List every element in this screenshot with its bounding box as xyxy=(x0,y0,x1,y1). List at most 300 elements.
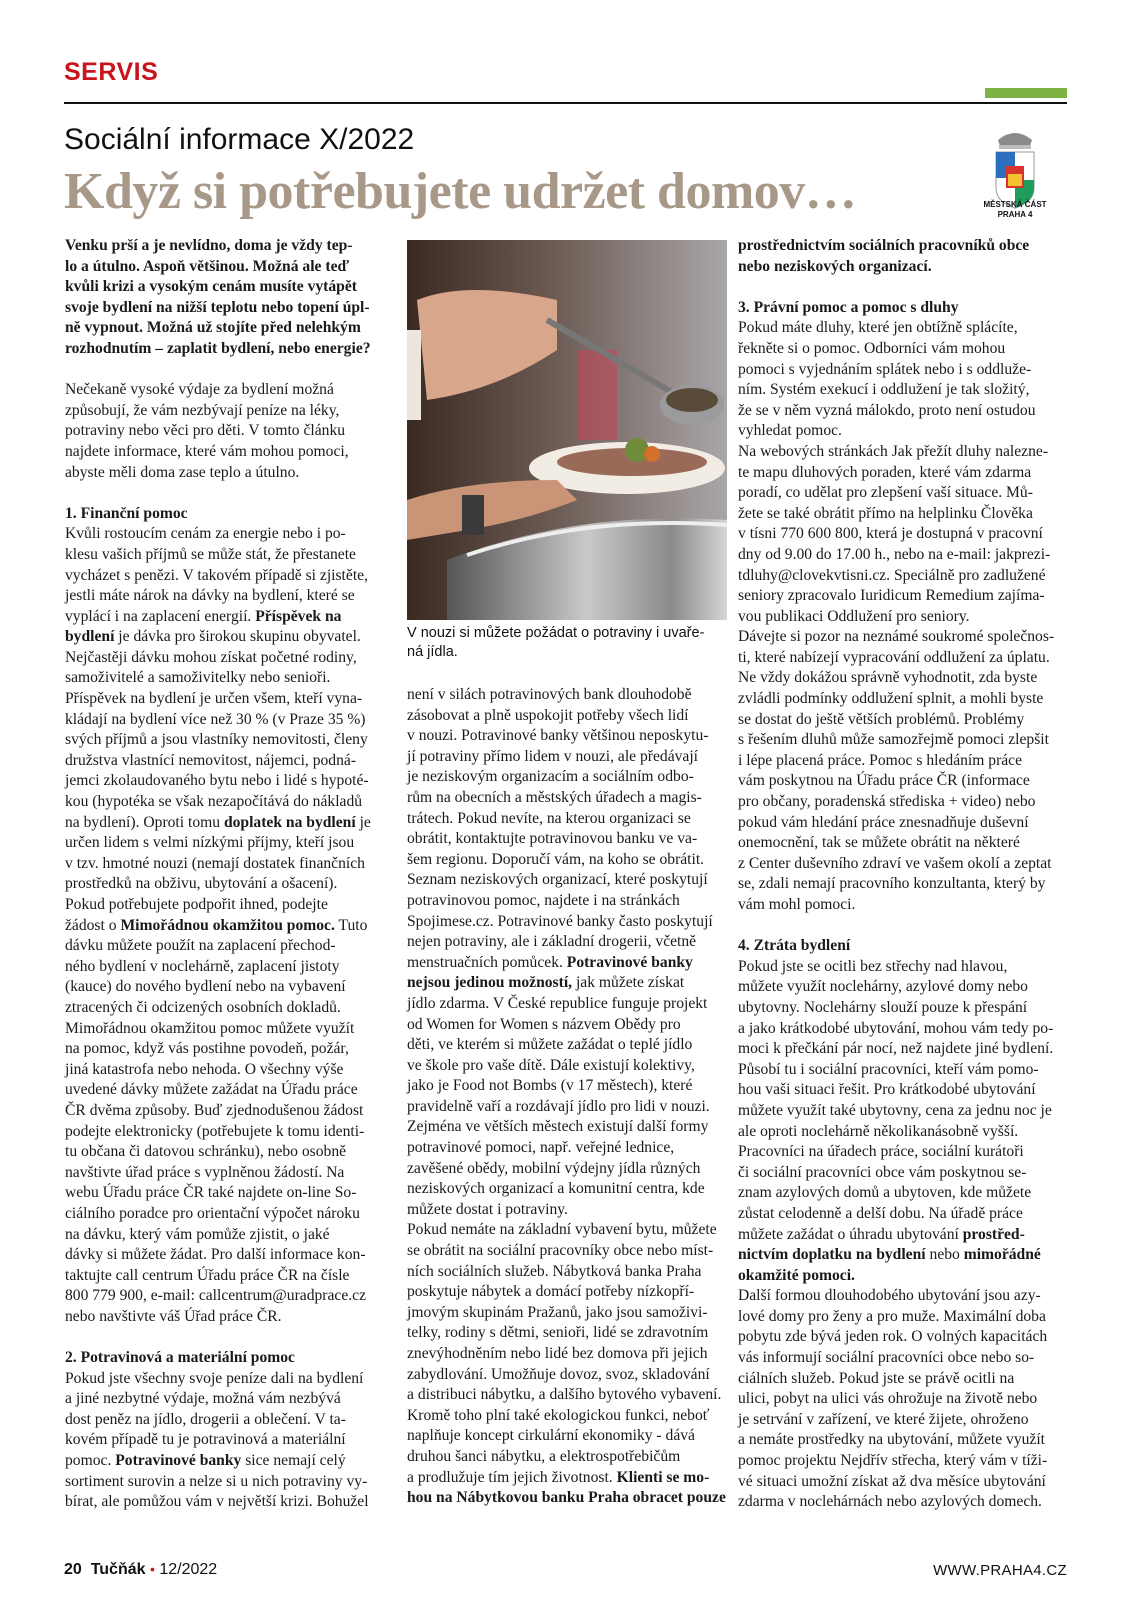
text-run: jemci zkolaudovaného bytu nebo i lidé s hypoté- xyxy=(65,772,369,790)
text-line: najdete informace, které vám mohou pomoci, xyxy=(65,442,349,460)
text-run: s řešením dluhů může samozřejmě pomoci zlepšit xyxy=(738,731,1049,749)
text-line: lo a útulno. Aspoň většinou. Možná ale teď xyxy=(65,257,349,275)
text-line xyxy=(407,1056,725,1077)
text-line xyxy=(65,1266,390,1287)
text-run: onemocnění, tak se můžete obrátit na některé xyxy=(738,834,1020,852)
accent-bar xyxy=(985,88,1067,98)
issue-number: 12/2022 xyxy=(159,1561,218,1578)
text-run: a nemáte prostředky na ubytování, můžete využít xyxy=(738,1431,1046,1449)
text-run: zavěšené obědy, mobilní výdejny jídla různých xyxy=(407,1159,701,1177)
text-run: poskytuje nábytek a domácí potřeby nízkopří- xyxy=(407,1283,695,1301)
text-run: potravinové pomoci, např. veřejné lednice, xyxy=(407,1139,675,1157)
text-run: a prodlužuje tím jejich životnost. xyxy=(407,1468,617,1486)
text-run: se obrátit na sociální pracovníky obce nebo míst- xyxy=(407,1242,714,1260)
text-line xyxy=(407,1426,725,1447)
bold-text: bydlení xyxy=(65,628,115,646)
text-line xyxy=(65,1389,390,1410)
text-line xyxy=(738,1492,1066,1513)
text-run: trátech. Pokud nevíte, na kterou organizaci se xyxy=(407,809,691,827)
text-line xyxy=(407,1179,725,1200)
text-run: ve škole pro vaše dítě. Dále existují kolektivy, xyxy=(407,1056,695,1074)
text-run: sice nemají celý xyxy=(241,1452,346,1470)
text-line xyxy=(738,236,1066,257)
text-run: určen lidem s velmi nízkými příjmy, kteří jsou xyxy=(65,834,355,852)
text-line xyxy=(65,648,390,669)
text-line xyxy=(738,1183,1066,1204)
text-line xyxy=(738,1327,1066,1348)
text-run: (kauce) do nového bydlení nebo na vybavení xyxy=(65,978,346,996)
text-line xyxy=(738,1101,1066,1122)
bullet-separator: • xyxy=(149,1561,155,1577)
text-line xyxy=(738,401,1066,422)
text-run: podejte elektronicky (potřebujete k tomu identi- xyxy=(65,1122,365,1140)
text-line: Nečekaně vysoké výdaje za bydlení možná xyxy=(65,381,334,399)
text-run: uvedené dávky můžete zažádat na Úřadu práce xyxy=(65,1081,358,1099)
text-run: vás informují sociální pracovníci obce nebo so- xyxy=(738,1349,1035,1367)
text-line xyxy=(738,1410,1066,1431)
text-run: šem regionu. Doporučí vám, na koho se obrátit. xyxy=(407,850,705,868)
text-run: v tísni 770 600 800, která je dostupná v pracovní xyxy=(738,525,1043,543)
text-run: webu Úřadu práce ČR také najdete on-line So- xyxy=(65,1184,357,1202)
text-run: vám poskytnou na Úřadu práce ČR (informace xyxy=(738,772,1030,790)
caption-line: V nouzi si můžete požádat o potraviny i uvaře- xyxy=(407,625,705,641)
text-run: na bydlení). Oproti tomu xyxy=(65,813,224,831)
text-line xyxy=(738,1142,1066,1163)
text-line xyxy=(738,318,1066,339)
text-line xyxy=(738,524,1066,545)
text-run: ale oproti noclehárně několikanásobně vyšší. xyxy=(738,1122,1019,1140)
text-line xyxy=(407,1015,725,1036)
section-4-heading: 4. Ztráta bydlení xyxy=(738,937,851,955)
crest-caption xyxy=(968,200,1062,220)
text-line xyxy=(738,1286,1066,1307)
text-run: taktujte call centrum Úřadu práce ČR na čísle xyxy=(65,1266,350,1284)
text-run: Pokud máte dluhy, které jen obtížně splácíte, xyxy=(738,319,1018,337)
text-line xyxy=(407,1138,725,1159)
section-label: SERVIS xyxy=(64,58,159,86)
text-line xyxy=(738,545,1066,566)
text-line xyxy=(738,1472,1066,1493)
footer-issue-info xyxy=(64,1561,217,1579)
text-run: jmovým skupinám Pražanů, jako jsou samoživi- xyxy=(407,1303,708,1321)
header-divider xyxy=(64,102,1067,104)
text-run: ného bydlení v noclehárně, zaplacení jistoty xyxy=(65,957,340,975)
text-line xyxy=(65,627,390,648)
text-line xyxy=(738,463,1066,484)
text-run: vyplácí i na zaplacení energií. xyxy=(65,607,256,625)
text-run: ubytovny. Noclehárny slouží pouze k přespání xyxy=(738,998,1028,1016)
text-run: dávku můžete použít na zaplacení přechod- xyxy=(65,937,336,955)
text-line xyxy=(407,953,725,974)
text-line xyxy=(65,936,390,957)
text-run: můžete dostat i potraviny. xyxy=(407,1200,568,1218)
bold-text: okamžité pomoci. xyxy=(738,1266,855,1284)
text-line xyxy=(738,854,1066,875)
text-run: družstva vlastnící nemovitost, nájemci, podná- xyxy=(65,751,357,769)
text-line xyxy=(65,1122,390,1143)
text-run: ciálních služeb. Pokud jste se právě ocitli na xyxy=(738,1369,1015,1387)
text-run: řekněte si o pomoc. Odborníci vám mohou xyxy=(738,339,1006,357)
text-line xyxy=(738,874,1066,895)
text-run: druhou šanci nábytku, a elektrospotřebičům xyxy=(407,1447,681,1465)
text-line xyxy=(738,1307,1066,1328)
text-line xyxy=(65,916,390,937)
text-line xyxy=(65,854,390,875)
text-run: či sociální pracovníci obce vám poskytnou se- xyxy=(738,1163,1027,1181)
text-line xyxy=(738,751,1066,772)
text-run: ulici, pobyt na ulici vás ohrožuje na životě nebo xyxy=(738,1390,1038,1408)
text-line xyxy=(65,1225,390,1246)
text-run: Kromě toho plní také ekologickou funkci, neboť xyxy=(407,1406,710,1424)
text-line xyxy=(738,998,1066,1019)
column-3 xyxy=(738,236,1066,1513)
text-line xyxy=(65,1101,390,1122)
text-line xyxy=(65,977,390,998)
text-run: Mimořádnou okamžitou pomoc můžete využít xyxy=(65,1019,355,1037)
bold-text: doplatek na bydlení xyxy=(223,813,356,831)
text-run: zásobovat a plně uspokojit potřeby všech lidí xyxy=(407,706,689,724)
text-run: není v silách potravinových bank dlouhodobě xyxy=(407,686,692,703)
text-run: dávky si můžete žádat. Pro další informace kon- xyxy=(65,1246,366,1264)
text-run: kou (hypotéka se však nezapočítává do nákladů xyxy=(65,793,363,811)
text-line xyxy=(65,1451,390,1472)
text-run: Pokud jste se ocitli bez střechy nad hlavou, xyxy=(738,957,1008,975)
text-line xyxy=(738,1245,1066,1266)
text-run: navštivte úřad práce s vyplněnou žádostí. Na xyxy=(65,1163,345,1181)
text-run: vám mohl pomoci. xyxy=(738,896,856,913)
magazine-name: Tučňák xyxy=(90,1561,146,1578)
text-line xyxy=(738,1369,1066,1390)
crown-icon xyxy=(998,133,1032,149)
text-line xyxy=(738,1389,1066,1410)
bold-text: Mimořádnou okamžitou pomoc. xyxy=(120,916,335,934)
text-run: a jako krátkodobé ubytování, mohou vám tedy po- xyxy=(738,1019,1054,1037)
text-run: na dávku, který vám pomůže zjistit, o jaké xyxy=(65,1225,330,1243)
bold-text: prostřed- xyxy=(962,1225,1025,1243)
text-line xyxy=(407,788,725,809)
article-headline: Když si potřebujete udržet domov… xyxy=(64,163,857,220)
text-run: žete se také obrátit přímo na helplinku Člověka xyxy=(738,504,1033,522)
text-line xyxy=(738,668,1066,689)
page-number: 20 xyxy=(64,1561,82,1578)
text-run: Seznam neziskových organizací, které poskytují xyxy=(407,871,708,889)
text-run: zdarma v noclehárnách nebo azylových domech. xyxy=(738,1493,1042,1511)
bold-text: mimořádné xyxy=(963,1246,1041,1264)
text-run: seniory zpracovalo Iuridicum Remedium zajíma- xyxy=(738,587,1045,605)
text-line xyxy=(407,994,725,1015)
text-line xyxy=(738,895,1066,916)
text-line xyxy=(738,977,1066,998)
text-line xyxy=(738,813,1066,834)
text-line xyxy=(407,1406,725,1427)
text-run: děti, ve kterém si můžete zažádat o teplé jídlo xyxy=(407,1036,693,1054)
text-run: pravidelně vaří a rozdávají jídlo pro lidi v nouzi. xyxy=(407,1097,710,1115)
text-run: Zejména ve větších městech existují další formy xyxy=(407,1118,709,1136)
text-line xyxy=(407,1117,725,1138)
text-line: svoje bydlení na nižší teplotu nebo topení úpl- xyxy=(65,298,370,316)
text-run: je xyxy=(355,813,371,831)
text-run: je setrvání v zařízení, ve které žijete, ohroženo xyxy=(738,1410,1029,1428)
text-run: je neziskovým organizacím a sociálním odbo- xyxy=(407,768,694,786)
bold-text: nictvím doplatku na bydlení xyxy=(738,1246,926,1264)
text-run: Pracovníci na úřadech práce, sociální kurátoři xyxy=(738,1143,1024,1161)
text-line xyxy=(738,1122,1066,1143)
text-line xyxy=(738,1430,1066,1451)
text-line xyxy=(407,850,725,871)
text-line: potraviny nebo věci pro děti. V tomto článku xyxy=(65,422,346,440)
text-line: způsobují, že vám nezbývají peníze na léky, xyxy=(65,401,340,419)
text-run: že se v něm vyzná málokdo, proto není ostudou xyxy=(738,401,1036,419)
text-run: telky, rodiny s dětmi, senioři, lidé se zdravotním xyxy=(407,1324,709,1342)
text-run: Pokud nemáte na základní vybavení bytu, můžete xyxy=(407,1221,717,1239)
text-run: tu občana či datovou schránku), nebo osobně xyxy=(65,1143,347,1161)
bold-text: Příspěvek na xyxy=(255,607,342,625)
article-kicker: Sociální informace X/2022 xyxy=(64,123,415,156)
text-run: 800 779 900, e-mail: callcentrum@uradprace.cz xyxy=(65,1287,366,1305)
text-run: Působí tu i sociální pracovníci, kteří vám pomo- xyxy=(738,1060,1039,1078)
text-line xyxy=(65,1039,390,1060)
text-run: pomoci s vyjednáním splátek nebo i s oddluže- xyxy=(738,360,1032,378)
text-line xyxy=(407,1447,725,1468)
text-line xyxy=(65,874,390,895)
text-run: obrátit, kontaktujte potravinovou banku ve va- xyxy=(407,830,698,848)
text-run: dny od 9.00 do 17.00 h., nebo na e-mail: jakprezi- xyxy=(738,545,1051,563)
text-line xyxy=(65,998,390,1019)
text-line xyxy=(407,932,725,953)
text-line xyxy=(407,1076,725,1097)
text-line xyxy=(738,1225,1066,1246)
text-run: Příspěvek na bydlení je určen všem, kteří vyna- xyxy=(65,690,363,708)
text-run: Pokud jste všechny svoje peníze dali na bydlení xyxy=(65,1369,364,1387)
text-run: v nouzi. Potravinové banky většinou neposkytu- xyxy=(407,727,709,745)
text-line xyxy=(738,257,1066,278)
text-run: pobytu zde bývá jeden rok. O volných kapacitách xyxy=(738,1328,1048,1346)
text-run: ním. Systém exekucí i oddlužení je tak složitý, xyxy=(738,381,1030,399)
text-run: Kvůli rostoucím cenám za energie nebo i po- xyxy=(65,525,346,543)
text-line xyxy=(65,1060,390,1081)
bold-text: Klienti se mo- xyxy=(616,1468,710,1486)
text-line xyxy=(65,1286,390,1307)
text-line xyxy=(738,1019,1066,1040)
text-run: Na webových stránkách Jak přežít dluhy nalezne- xyxy=(738,442,1049,460)
text-line xyxy=(407,1488,725,1509)
text-run: a distribuci nábytku, a dalšího bytového vybavení. xyxy=(407,1386,722,1404)
text-line xyxy=(738,1080,1066,1101)
text-run: a jiné nezbytné výdaje, možná vám nezbývá xyxy=(65,1390,341,1408)
text-run: bírat, ale pomůžou vám v největší krizi. Bohužel xyxy=(65,1493,369,1511)
text-run: zabydlování. Umožňuje dovoz, svoz, skladování xyxy=(407,1365,710,1383)
text-line xyxy=(65,1472,390,1493)
text-run: pro občany, poradenská střediska + video) nebo xyxy=(738,793,1036,811)
text-line xyxy=(65,1204,390,1225)
text-run: i lépe placená práce. Pomoc s hledáním práce xyxy=(738,751,1023,769)
photo-caption xyxy=(407,624,725,662)
text-run: ciálního poradce pro orientační výpočet nároku xyxy=(65,1204,360,1222)
section-2-body xyxy=(65,1369,390,1513)
text-run: vou publikaci Oddlužení pro seniory. xyxy=(738,607,970,625)
text-run: hou vaši situaci řešit. Pro krátkodobé ubytování xyxy=(738,1081,1036,1099)
text-line xyxy=(407,726,725,747)
bold-text: hou na Nábytkovou banku Praha obracet pouze xyxy=(407,1489,726,1507)
text-run: prostředků na obživu, ubytování a ošacení). xyxy=(65,875,338,893)
text-line xyxy=(65,1307,390,1328)
text-line xyxy=(65,833,390,854)
text-line xyxy=(738,504,1066,525)
section-2-body-continued xyxy=(407,685,725,1509)
text-run: znevýhodněním nebo lidé bez domova při jejich xyxy=(407,1345,708,1362)
text-line xyxy=(738,771,1066,792)
text-line xyxy=(738,483,1066,504)
text-run: kovém případě tu je potravinová a materiální xyxy=(65,1431,346,1449)
text-run: můžete využít noclehárny, azylové domy nebo xyxy=(738,978,1028,996)
text-line xyxy=(407,1344,725,1365)
text-run: můžete zažádat o úhradu ubytování xyxy=(738,1225,963,1243)
text-run: se, zdali nemají pracovního konzultanta, který by xyxy=(738,875,1046,893)
text-line xyxy=(65,792,390,813)
text-line xyxy=(738,1266,1066,1287)
text-run: nejen potraviny, ale i základní drogerii, včetně xyxy=(407,933,697,951)
text-line xyxy=(65,607,390,628)
text-line xyxy=(407,912,725,933)
text-run: pomoc. xyxy=(65,1452,116,1470)
bold-text: prostřednictvím sociálních pracovníků obce xyxy=(738,237,1030,254)
text-line xyxy=(738,1163,1066,1184)
text-line xyxy=(738,586,1066,607)
bold-text: Potravinové banky xyxy=(115,1452,242,1470)
column-2 xyxy=(407,685,725,1509)
text-line xyxy=(738,957,1066,978)
crest-caption-line: PRAHA 4 xyxy=(997,210,1033,219)
text-run: zvládli podmínky oddlužení splnit, a mohli byste xyxy=(738,690,1044,708)
text-line xyxy=(407,870,725,891)
text-line xyxy=(407,1035,725,1056)
text-run: na pomoc, když vás postihne povodeň, požár, xyxy=(65,1040,349,1058)
text-run: ti, které nabízejí vypracování oddlužení za úplatu. xyxy=(738,648,1050,666)
text-line xyxy=(407,891,725,912)
bold-text: nejsou jedinou možností, xyxy=(407,974,573,992)
text-line xyxy=(407,706,725,727)
text-line xyxy=(65,730,390,751)
text-run: ztracených či odcizených osobních dokladů. xyxy=(65,998,341,1016)
text-run: žádost o xyxy=(65,916,121,934)
text-run: můžete využít také ubytovny, cena za jednu noc je xyxy=(738,1101,1052,1119)
text-line xyxy=(407,1303,725,1324)
bold-text: nebo neziskových organizací. xyxy=(738,257,932,275)
text-run: v tzv. hmotné nouzi (nemají dostatek finančních xyxy=(65,854,365,872)
text-line xyxy=(407,973,725,994)
text-run: se dostat do ještě větších problémů. Problémy xyxy=(738,710,1025,728)
text-line xyxy=(65,689,390,710)
text-line xyxy=(65,1142,390,1163)
text-run: Dávejte si pozor na neznámé soukromé společnos- xyxy=(738,628,1055,646)
text-line xyxy=(407,1241,725,1262)
text-run: jí potraviny přímo lidem v nouzi, ale předávají xyxy=(407,747,699,765)
website-link[interactable]: WWW.PRAHA4.CZ xyxy=(933,1562,1067,1579)
text-line xyxy=(65,1369,390,1390)
text-line xyxy=(738,833,1066,854)
text-run: tdluhy@clovekvtisni.cz. Speciálně pro zadlužené xyxy=(738,566,1046,584)
text-run: menstruačních pomůcek. xyxy=(407,953,567,971)
crest-caption-line: MĚSTSKÁ ČÁST xyxy=(983,200,1047,209)
section-3-heading: 3. Právní pomoc a pomoc s dluhy xyxy=(738,298,959,316)
text-line xyxy=(738,566,1066,587)
text-line xyxy=(738,648,1066,669)
bold-text: Potravinové banky xyxy=(566,953,693,971)
text-run: rům na obecních a městských úřadech a magis- xyxy=(407,788,702,806)
text-run: neziskových organizací a komunitní centra, kde xyxy=(407,1180,705,1198)
text-run: pomoc projektu Nejdřív střecha, který vám v tíži- xyxy=(738,1452,1048,1470)
text-line xyxy=(738,1204,1066,1225)
text-line xyxy=(65,1430,390,1451)
text-line: rozhodnutím – zaplatit bydlení, nebo energie? xyxy=(65,339,371,357)
section-1-body xyxy=(65,524,390,1327)
text-line xyxy=(738,1039,1066,1060)
text-line xyxy=(407,1159,725,1180)
text-line xyxy=(65,1245,390,1266)
text-line xyxy=(65,1410,390,1431)
text-line xyxy=(407,1220,725,1241)
text-run: moci k přečkání pár nocí, než najdete jiné bydlení. xyxy=(738,1040,1054,1058)
text-line xyxy=(407,1282,725,1303)
text-run: od Women for Women s názvem Obědy pro xyxy=(407,1015,681,1033)
text-line xyxy=(65,586,390,607)
text-line xyxy=(738,607,1066,628)
text-line xyxy=(65,771,390,792)
text-line xyxy=(738,380,1066,401)
text-line xyxy=(738,792,1066,813)
text-run: pokud vám hledání práce znesnadňuje duševní xyxy=(738,813,1029,831)
text-run: kládají na bydlení více než 30 % (v Praze 35 %) xyxy=(65,710,366,728)
text-line xyxy=(65,1163,390,1184)
text-run: vyhledat pomoc. xyxy=(738,422,842,440)
text-line xyxy=(65,751,390,772)
text-line xyxy=(407,829,725,850)
text-line: kvůli krizi a vysokým cenám musíte vytápět xyxy=(65,278,357,296)
section-1-heading: 1. Finanční pomoc xyxy=(65,504,188,522)
text-line xyxy=(738,710,1066,731)
text-run: z Center duševního zdraví ve vašem okolí a zeptat xyxy=(738,854,1052,872)
section-3-body xyxy=(738,318,1066,915)
text-line xyxy=(738,1451,1066,1472)
text-run: nebo xyxy=(925,1246,964,1264)
food-serving-photo xyxy=(407,240,727,620)
text-line xyxy=(65,1019,390,1040)
text-line xyxy=(65,895,390,916)
text-line xyxy=(65,957,390,978)
column-1 xyxy=(65,236,390,1513)
text-line xyxy=(738,730,1066,751)
text-line xyxy=(407,809,725,830)
text-line xyxy=(65,813,390,834)
text-line xyxy=(407,1200,725,1221)
intro-lead xyxy=(65,236,390,360)
text-run: naplňuje koncept cirkulární ekonomiky - dává xyxy=(407,1427,695,1445)
text-line xyxy=(407,1323,725,1344)
text-run: znam azylových domů a ubytoven, kde můžete xyxy=(738,1184,1032,1202)
text-line xyxy=(738,1060,1066,1081)
text-run: Nejčastěji dávku mohou získat početné rodiny, xyxy=(65,648,357,666)
text-line: Venku prší a je nevlídno, doma je vždy tep- xyxy=(65,237,353,254)
text-run: samoživitelé a samoživitelky nebo senioři. xyxy=(65,669,331,687)
text-line xyxy=(738,421,1066,442)
text-line xyxy=(65,566,390,587)
text-run: jako je Food not Bombs (v 17 městech), které xyxy=(407,1077,693,1095)
text-run: jídlo zdarma. V České republice funguje projekt xyxy=(407,994,708,1012)
caption-line: ná jídla. xyxy=(407,644,458,660)
text-line xyxy=(65,668,390,689)
text-line xyxy=(65,545,390,566)
text-line xyxy=(738,360,1066,381)
